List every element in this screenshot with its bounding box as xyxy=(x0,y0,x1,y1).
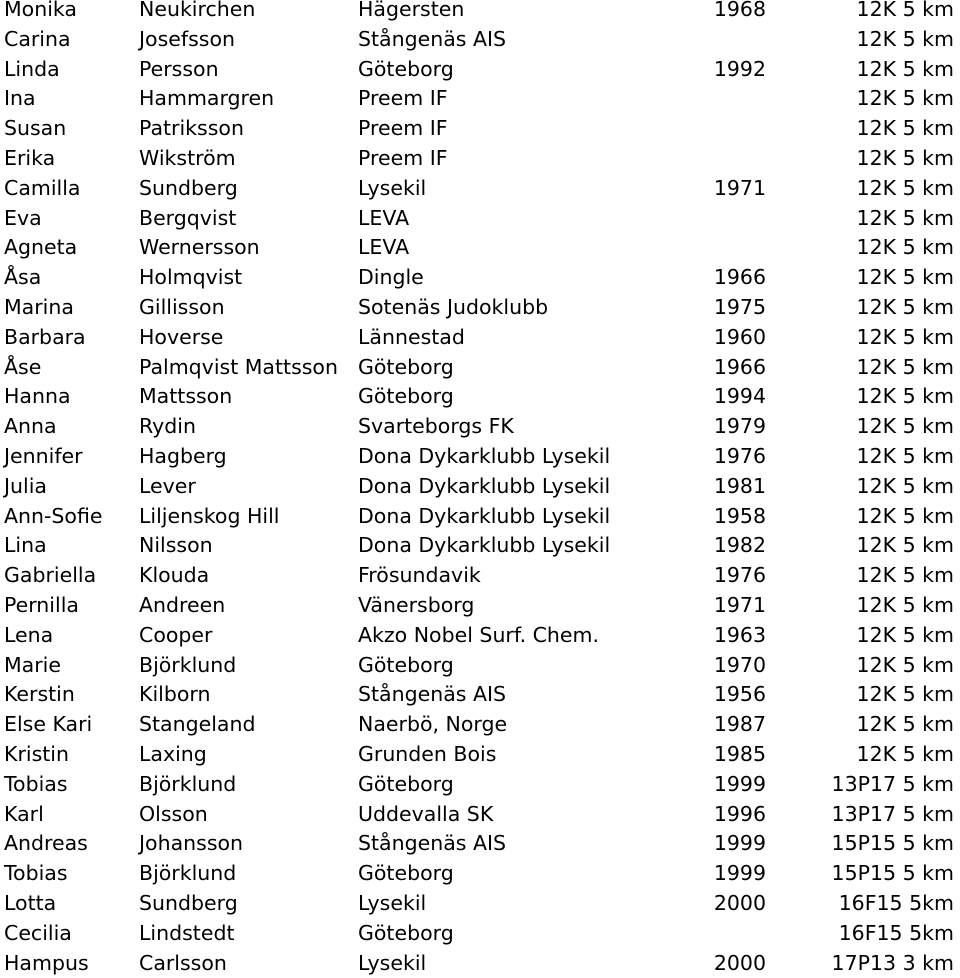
last-name-cell: Björklund xyxy=(139,651,236,681)
club-cell: Lännestad xyxy=(358,323,465,353)
last-name-cell: Persson xyxy=(139,55,219,85)
first-name-cell: Lena xyxy=(4,621,53,651)
first-name-cell: Hampus xyxy=(4,949,89,978)
table-row xyxy=(0,531,960,561)
club-cell: Stångenäs AIS xyxy=(358,680,506,710)
birth-year-cell: 1976 xyxy=(660,442,766,472)
club-cell: Göteborg xyxy=(358,651,454,681)
last-name-cell: Björklund xyxy=(139,859,236,889)
table-row xyxy=(0,561,960,591)
class-distance-cell: 12K 5 km xyxy=(780,0,954,25)
last-name-cell: Hoverse xyxy=(139,323,223,353)
class-distance-cell: 12K 5 km xyxy=(780,680,954,710)
last-name-cell: Mattsson xyxy=(139,382,232,412)
class-distance-cell: 12K 5 km xyxy=(780,84,954,114)
first-name-cell: Karl xyxy=(4,800,44,830)
class-distance-cell: 12K 5 km xyxy=(780,621,954,651)
club-cell: Lysekil xyxy=(358,889,426,919)
table-row xyxy=(0,233,960,263)
club-cell: Göteborg xyxy=(358,353,454,383)
birth-year-cell: 1999 xyxy=(660,859,766,889)
table-row xyxy=(0,889,960,919)
first-name-cell: Monika xyxy=(4,0,77,25)
class-distance-cell: 17P13 3 km xyxy=(780,949,954,978)
club-cell: Frösundavik xyxy=(358,561,481,591)
first-name-cell: Ina xyxy=(4,84,36,114)
club-cell: Preem IF xyxy=(358,84,448,114)
class-distance-cell: 12K 5 km xyxy=(780,382,954,412)
table-row xyxy=(0,293,960,323)
class-distance-cell: 12K 5 km xyxy=(780,233,954,263)
last-name-cell: Wernersson xyxy=(139,233,260,263)
last-name-cell: Patriksson xyxy=(139,114,244,144)
club-cell: Akzo Nobel Surf. Chem. xyxy=(358,621,599,651)
first-name-cell: Cecilia xyxy=(4,919,72,949)
birth-year-cell: 1958 xyxy=(660,502,766,532)
club-cell: Dona Dykarklubb Lysekil xyxy=(358,531,610,561)
table-row xyxy=(0,859,960,889)
last-name-cell: Sundberg xyxy=(139,889,238,919)
first-name-cell: Åse xyxy=(4,353,41,383)
last-name-cell: Lindstedt xyxy=(139,919,235,949)
table-row xyxy=(0,55,960,85)
last-name-cell: Andreen xyxy=(139,591,225,621)
table-row xyxy=(0,84,960,114)
club-cell: Göteborg xyxy=(358,859,454,889)
club-cell: LEVA xyxy=(358,204,409,234)
class-distance-cell: 13P17 5 km xyxy=(780,770,954,800)
birth-year-cell: 1963 xyxy=(660,621,766,651)
first-name-cell: Åsa xyxy=(4,263,41,293)
club-cell: Dona Dykarklubb Lysekil xyxy=(358,442,610,472)
club-cell: LEVA xyxy=(358,233,409,263)
class-distance-cell: 12K 5 km xyxy=(780,55,954,85)
birth-year-cell: 1992 xyxy=(660,55,766,85)
first-name-cell: Lina xyxy=(4,531,47,561)
class-distance-cell: 16F15 5km xyxy=(780,919,954,949)
class-distance-cell: 12K 5 km xyxy=(780,502,954,532)
first-name-cell: Hanna xyxy=(4,382,71,412)
last-name-cell: Björklund xyxy=(139,770,236,800)
first-name-cell: Tobias xyxy=(4,859,68,889)
last-name-cell: Gillisson xyxy=(139,293,225,323)
club-cell: Naerbö, Norge xyxy=(358,710,507,740)
first-name-cell: Gabriella xyxy=(4,561,96,591)
table-row xyxy=(0,144,960,174)
table-row xyxy=(0,502,960,532)
club-cell: Preem IF xyxy=(358,144,448,174)
table-row xyxy=(0,710,960,740)
table-row xyxy=(0,949,960,978)
table-row xyxy=(0,114,960,144)
birth-year-cell: 1979 xyxy=(660,412,766,442)
last-name-cell: Kilborn xyxy=(139,680,210,710)
birth-year-cell: 1987 xyxy=(660,710,766,740)
birth-year-cell: 1966 xyxy=(660,353,766,383)
birth-year-cell: 1994 xyxy=(660,382,766,412)
table-row xyxy=(0,323,960,353)
club-cell: Göteborg xyxy=(358,55,454,85)
birth-year-cell: 1996 xyxy=(660,800,766,830)
birth-year-cell: 1985 xyxy=(660,740,766,770)
club-cell: Sotenäs Judoklubb xyxy=(358,293,548,323)
class-distance-cell: 12K 5 km xyxy=(780,25,954,55)
birth-year-cell: 1970 xyxy=(660,651,766,681)
first-name-cell: Marina xyxy=(4,293,74,323)
table-row xyxy=(0,651,960,681)
table-row xyxy=(0,472,960,502)
birth-year-cell: 1960 xyxy=(660,323,766,353)
last-name-cell: Liljenskog Hill xyxy=(139,502,280,532)
birth-year-cell: 1966 xyxy=(660,263,766,293)
table-row xyxy=(0,382,960,412)
first-name-cell: Eva xyxy=(4,204,42,234)
class-distance-cell: 12K 5 km xyxy=(780,144,954,174)
class-distance-cell: 12K 5 km xyxy=(780,204,954,234)
last-name-cell: Klouda xyxy=(139,561,209,591)
last-name-cell: Cooper xyxy=(139,621,212,651)
birth-year-cell: 1968 xyxy=(660,0,766,25)
class-distance-cell: 12K 5 km xyxy=(780,740,954,770)
first-name-cell: Carina xyxy=(4,25,71,55)
club-cell: Hägersten xyxy=(358,0,464,25)
last-name-cell: Johansson xyxy=(139,829,243,859)
first-name-cell: Lotta xyxy=(4,889,56,919)
table-row xyxy=(0,353,960,383)
club-cell: Göteborg xyxy=(358,382,454,412)
table-row xyxy=(0,740,960,770)
club-cell: Stångenäs AIS xyxy=(358,25,506,55)
first-name-cell: Marie xyxy=(4,651,61,681)
birth-year-cell: 1956 xyxy=(660,680,766,710)
first-name-cell: Else Kari xyxy=(4,710,92,740)
class-distance-cell: 15P15 5 km xyxy=(780,859,954,889)
club-cell: Lysekil xyxy=(358,174,426,204)
table-row xyxy=(0,25,960,55)
first-name-cell: Andreas xyxy=(4,829,88,859)
class-distance-cell: 12K 5 km xyxy=(780,531,954,561)
club-cell: Grunden Bois xyxy=(358,740,496,770)
birth-year-cell: 2000 xyxy=(660,889,766,919)
birth-year-cell: 1975 xyxy=(660,293,766,323)
club-cell: Göteborg xyxy=(358,919,454,949)
class-distance-cell: 12K 5 km xyxy=(780,472,954,502)
last-name-cell: Hagberg xyxy=(139,442,227,472)
club-cell: Vänersborg xyxy=(358,591,474,621)
birth-year-cell: 2000 xyxy=(660,949,766,978)
club-cell: Dona Dykarklubb Lysekil xyxy=(358,472,610,502)
first-name-cell: Kerstin xyxy=(4,680,75,710)
first-name-cell: Camilla xyxy=(4,174,81,204)
class-distance-cell: 12K 5 km xyxy=(780,263,954,293)
table-row xyxy=(0,591,960,621)
class-distance-cell: 12K 5 km xyxy=(780,710,954,740)
class-distance-cell: 12K 5 km xyxy=(780,323,954,353)
class-distance-cell: 12K 5 km xyxy=(780,591,954,621)
last-name-cell: Bergqvist xyxy=(139,204,236,234)
first-name-cell: Tobias xyxy=(4,770,68,800)
last-name-cell: Laxing xyxy=(139,740,207,770)
birth-year-cell: 1976 xyxy=(660,561,766,591)
last-name-cell: Olsson xyxy=(139,800,208,830)
last-name-cell: Hammargren xyxy=(139,84,274,114)
table-row xyxy=(0,0,960,25)
table-row xyxy=(0,442,960,472)
birth-year-cell: 1971 xyxy=(660,591,766,621)
class-distance-cell: 15P15 5 km xyxy=(780,829,954,859)
club-cell: Stångenäs AIS xyxy=(358,829,506,859)
table-row xyxy=(0,412,960,442)
birth-year-cell: 1999 xyxy=(660,770,766,800)
last-name-cell: Nilsson xyxy=(139,531,213,561)
first-name-cell: Agneta xyxy=(4,233,77,263)
class-distance-cell: 12K 5 km xyxy=(780,442,954,472)
first-name-cell: Kristin xyxy=(4,740,69,770)
table-row xyxy=(0,770,960,800)
table-row xyxy=(0,621,960,651)
last-name-cell: Palmqvist Mattsson xyxy=(139,353,338,383)
birth-year-cell: 1999 xyxy=(660,829,766,859)
last-name-cell: Josefsson xyxy=(139,25,235,55)
club-cell: Preem IF xyxy=(358,114,448,144)
last-name-cell: Rydin xyxy=(139,412,196,442)
table-row xyxy=(0,800,960,830)
club-cell: Uddevalla SK xyxy=(358,800,493,830)
first-name-cell: Erika xyxy=(4,144,55,174)
class-distance-cell: 13P17 5 km xyxy=(780,800,954,830)
first-name-cell: Pernilla xyxy=(4,591,79,621)
first-name-cell: Linda xyxy=(4,55,60,85)
first-name-cell: Anna xyxy=(4,412,57,442)
last-name-cell: Stangeland xyxy=(139,710,256,740)
class-distance-cell: 12K 5 km xyxy=(780,293,954,323)
first-name-cell: Julia xyxy=(4,472,47,502)
last-name-cell: Holmqvist xyxy=(139,263,242,293)
club-cell: Dona Dykarklubb Lysekil xyxy=(358,502,610,532)
first-name-cell: Ann-Sofie xyxy=(4,502,103,532)
table-row xyxy=(0,174,960,204)
last-name-cell: Sundberg xyxy=(139,174,238,204)
club-cell: Göteborg xyxy=(358,770,454,800)
first-name-cell: Jennifer xyxy=(4,442,83,472)
table-row xyxy=(0,829,960,859)
birth-year-cell: 1971 xyxy=(660,174,766,204)
club-cell: Dingle xyxy=(358,263,424,293)
class-distance-cell: 12K 5 km xyxy=(780,114,954,144)
table-row xyxy=(0,204,960,234)
birth-year-cell: 1981 xyxy=(660,472,766,502)
class-distance-cell: 12K 5 km xyxy=(780,174,954,204)
first-name-cell: Susan xyxy=(4,114,66,144)
last-name-cell: Wikström xyxy=(139,144,236,174)
birth-year-cell: 1982 xyxy=(660,531,766,561)
club-cell: Svarteborgs FK xyxy=(358,412,514,442)
first-name-cell: Barbara xyxy=(4,323,86,353)
table-row xyxy=(0,263,960,293)
class-distance-cell: 16F15 5km xyxy=(780,889,954,919)
class-distance-cell: 12K 5 km xyxy=(780,353,954,383)
class-distance-cell: 12K 5 km xyxy=(780,412,954,442)
last-name-cell: Lever xyxy=(139,472,196,502)
table-row xyxy=(0,680,960,710)
club-cell: Lysekil xyxy=(358,949,426,978)
last-name-cell: Neukirchen xyxy=(139,0,255,25)
last-name-cell: Carlsson xyxy=(139,949,227,978)
class-distance-cell: 12K 5 km xyxy=(780,651,954,681)
class-distance-cell: 12K 5 km xyxy=(780,561,954,591)
table-row xyxy=(0,919,960,949)
